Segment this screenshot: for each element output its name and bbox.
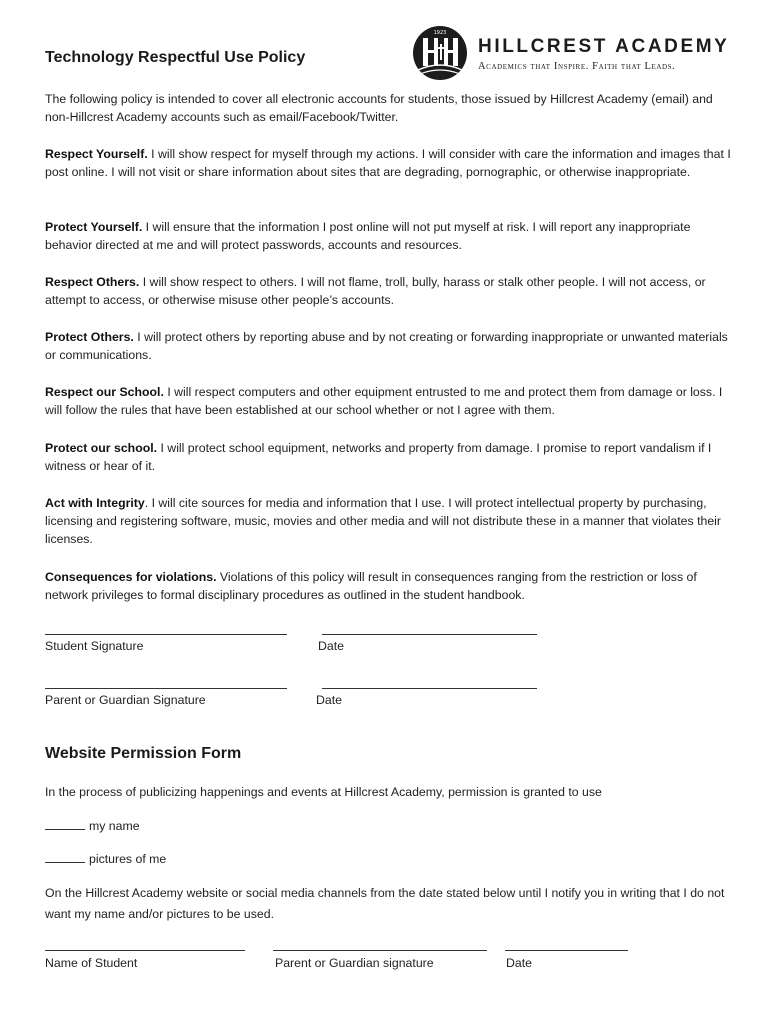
section-text: . I will cite sources for media and information that I use. I will protect intellectual property by purchasing, licensing and registering software, music, movies and other media and will not distribute these in a manner that violates their licenses. xyxy=(45,496,721,546)
date-label: Date xyxy=(506,956,532,970)
section-heading: Protect Yourself. xyxy=(45,220,143,234)
section-text: I will show respect for myself through my actions. I will consider with care the information and images that I post online. I will not visit or share information about sites that are degrading, pornographic, or otherwise inappropriate. xyxy=(45,147,731,179)
section-respect-school xyxy=(45,383,735,419)
section-text: I will protect school equipment, networks and property from damage. I promise to report vandalism if I witness or hear of it. xyxy=(45,441,712,473)
section-heading: Protect our school. xyxy=(45,441,158,455)
section-heading: Protect Others. xyxy=(45,330,134,344)
svg-text:1923: 1923 xyxy=(433,30,447,36)
school-logo xyxy=(410,24,730,84)
option-blank[interactable] xyxy=(45,851,85,863)
school-tagline: Academics that Inspire. Faith that Leads. xyxy=(478,61,676,72)
section-heading: Respect Others. xyxy=(45,275,140,289)
section-text: I will ensure that the information I post online will not put myself at risk. I will report any inappropriate behavior directed at me and will protect passwords, accounts and resources. xyxy=(45,220,691,252)
parent-signature-line[interactable] xyxy=(45,688,287,689)
parent-signature-label: Parent or Guardian signature xyxy=(275,956,434,970)
permission-intro: In the process of publicizing happenings and events at Hillcrest Academy, permission is granted to use xyxy=(45,785,602,799)
student-name-line[interactable] xyxy=(45,950,245,951)
section-text: I will show respect to others. I will not flame, troll, bully, harass or stalk other people. I will not access, or attempt to access, or otherwise misuse other people’s accounts. xyxy=(45,275,706,307)
option-blank[interactable] xyxy=(45,818,85,830)
option-label: pictures of me xyxy=(89,852,167,866)
section-protect-school xyxy=(45,439,735,475)
section-heading: Respect our School. xyxy=(45,385,164,399)
section-text: I will respect computers and other equipment entrusted to me and protect them from damage or loss. I will follow the rules that have been established at our school whether or not I agree with them. xyxy=(45,385,723,417)
section-respect-others xyxy=(45,273,735,309)
section-heading: Act with Integrity xyxy=(45,496,145,510)
student-signature-label: Student Signature xyxy=(45,639,144,653)
section-respect-yourself xyxy=(45,145,735,181)
school-name: HILLCREST ACADEMY xyxy=(478,36,730,57)
option-my-name xyxy=(45,817,735,835)
section-heading: Consequences for violations. xyxy=(45,570,217,584)
policy-intro: The following policy is intended to cover all electronic accounts for students, those issued by Hillcrest Academy (email) and non-Hillcrest Academy accounts such as email/Facebook/Twitter. xyxy=(45,92,713,124)
permission-statement: On the Hillcrest Academy website or social media channels from the date stated below until I notify you in writing that I do not want my name and/or pictures to be used. xyxy=(45,886,725,921)
section-protect-others xyxy=(45,328,735,364)
section-text: Violations of this policy will result in consequences ranging from the restriction or loss of network privileges to formal disciplinary procedures as outlined in the student handbook. xyxy=(45,570,697,602)
section-consequences xyxy=(45,568,735,604)
section-act-with-integrity xyxy=(45,494,735,548)
crest-icon xyxy=(410,24,470,82)
parent-signature-line[interactable] xyxy=(273,950,487,951)
date-label: Date xyxy=(318,639,344,653)
option-label: my name xyxy=(89,819,140,833)
parent-signature-label: Parent or Guardian Signature xyxy=(45,693,206,707)
permission-title: Website Permission Form xyxy=(45,745,242,762)
student-signature-line[interactable] xyxy=(45,634,287,635)
date-line[interactable] xyxy=(322,688,537,689)
date-line[interactable] xyxy=(505,950,628,951)
student-name-label: Name of Student xyxy=(45,956,138,970)
date-label: Date xyxy=(316,693,342,707)
option-pictures xyxy=(45,850,735,868)
date-line[interactable] xyxy=(322,634,537,635)
section-text: I will protect others by reporting abuse and by not creating or forwarding inappropriate or unwanted materials or communications. xyxy=(45,330,728,362)
section-protect-yourself xyxy=(45,218,735,254)
section-heading: Respect Yourself. xyxy=(45,147,148,161)
policy-title: Technology Respectful Use Policy xyxy=(45,49,306,66)
